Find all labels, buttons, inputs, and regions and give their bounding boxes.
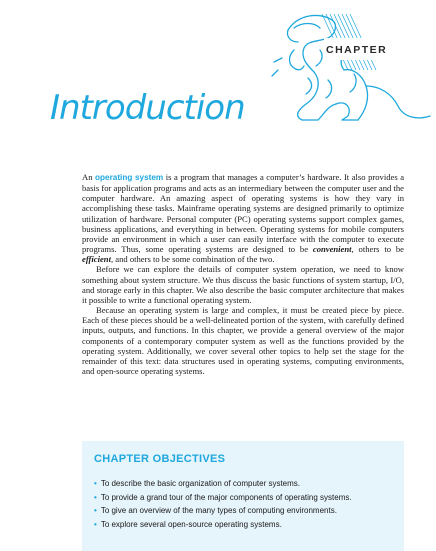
objective-item — [94, 518, 352, 532]
objective-text: To give an overview of the many types of computing environments. — [100, 506, 337, 515]
objective-text: To provide a grand tour of the major components of operating systems. — [100, 492, 352, 502]
chapter-objectives-box — [82, 441, 404, 551]
chapter-title: Introduction — [50, 88, 245, 128]
paragraph-1 — [82, 172, 404, 264]
objective-text: To explore several open-source operating systems. — [100, 519, 282, 529]
paragraph-1-text-a: is a program that manages a computer’s hardware. It also provides a basis for application programs and acts as an intermediary between the computer user and the computer hardware. An amazing aspect of operating systems is how they vary in accomplishing these tasks. Mainframe operating systems are designed primarily to optimize utilization of hardware. Personal computer (PC) operating systems support complex games, business applications, and everything in between. Operating systems for mobile computers provide an environment in which a user can easily interface with the computer to execute programs. Thus, some operating systems are designed to be — [82, 172, 405, 255]
bullet-icon: • — [94, 519, 97, 529]
objective-item — [94, 477, 352, 491]
bullet-icon: • — [94, 492, 97, 502]
objective-item — [94, 491, 352, 505]
objective-text: To describe the basic organization of computer systems. — [100, 479, 301, 488]
chapter-body — [82, 172, 404, 376]
paragraph-1-start: An — [82, 172, 96, 182]
paragraph-1-text-c: , and others to be some combination of the two. — [110, 254, 275, 265]
objectives-list — [94, 477, 352, 531]
bullet-icon: • — [94, 506, 97, 515]
paragraph-2: Before we can explore the details of computer system operation, we need to know something about system structure. We thus discuss the basic functions of system startup, I/O, and storage early in this chapter. We also describe the basic computer architecture that makes it possible to write a functional operating system. — [82, 264, 404, 305]
paragraph-1-text-b: , others to be — [351, 244, 404, 255]
objective-item — [94, 504, 352, 518]
paragraph-3: Because an operating system is large and complex, it must be created piece by piece. Each of these pieces should be a well-delineated portion of the system, with carefully defined inputs, outputs, and functions. In this chapter, we provide a general overview of the major components of a contemporary computer system as well as the functions provided by the operating system. Additionally, we cover several other topics to help set the stage for the remainder of this text: data structures used in operating systems, computing environments, and open-source operating systems. — [82, 305, 404, 376]
bullet-icon: • — [94, 479, 97, 488]
emphasis-convenient: convenient — [312, 244, 352, 255]
objectives-heading: CHAPTER OBJECTIVES — [94, 453, 226, 465]
dinosaur-illustration — [258, 10, 436, 125]
term-operating-system: operating system — [95, 173, 164, 182]
chapter-label: CHAPTER — [326, 44, 388, 56]
emphasis-efficient: efficient — [82, 254, 111, 265]
